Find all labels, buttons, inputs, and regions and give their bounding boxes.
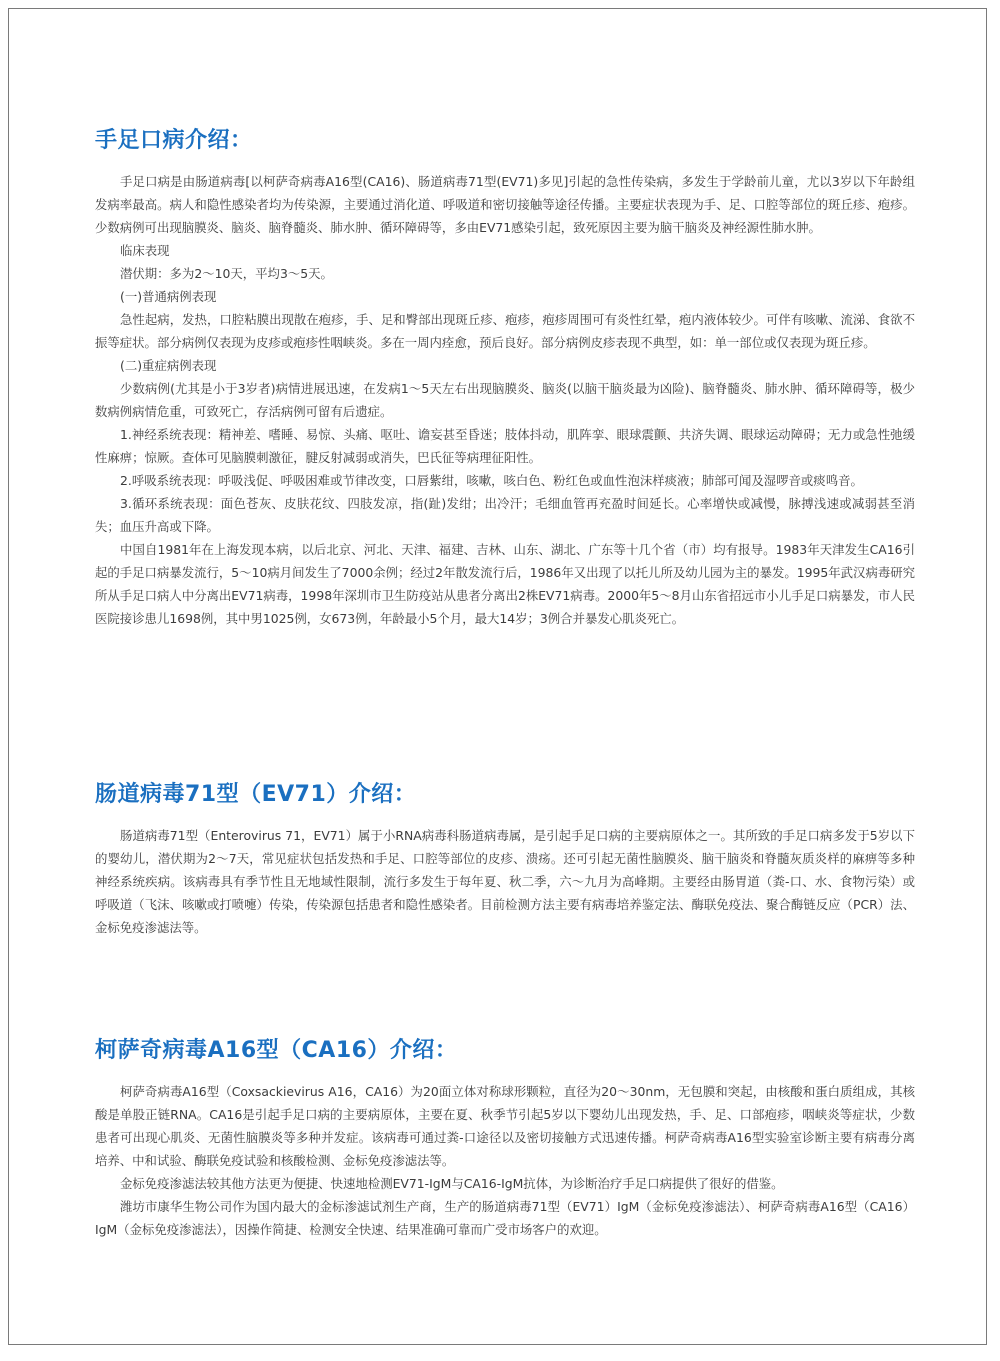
section-body xyxy=(95,170,915,630)
section-heading: 柯萨奇病毒A16型（CA16）介绍： xyxy=(95,1038,458,1063)
paragraph: (二)重症病例表现 xyxy=(120,358,217,373)
section-hfmd xyxy=(95,126,915,630)
paragraph: 肠道病毒71型（Enterovirus 71，EV71）属于小RNA病毒科肠道病毒属，是引起手足口病的主要病原体之一。其所致的手足口病多发于5岁以下的婴幼儿，潜伏期为2～7天，常见症状包括发热和手足、口腔等部位的皮疹、溃疡。还可引起无菌性脑膜炎、脑干脑炎和脊髓灰质炎样的麻痹等多种神经系统疾病。该病毒具有季节性且无地域性限制，流行多发生于每年夏、秋二季，六～九月为高峰期。主要经由肠胃道（粪-口、水、食物污染）或呼吸道（飞沫、咳嗽或打喷嚏）传染，传染源包括患者和隐性感染者。目前检测方法主要有病毒培养鉴定法、酶联免疫法、聚合酶链反应（PCR）法、金标免疫渗滤法等。 xyxy=(95,828,915,935)
paragraph: 潜伏期：多为2～10天，平均3～5天。 xyxy=(120,266,333,281)
section-ca16 xyxy=(95,1036,915,1241)
section-body xyxy=(95,1080,915,1241)
paragraph: (一)普通病例表现 xyxy=(120,289,217,304)
paragraph: 少数病例(尤其是小于3岁者)病情进展迅速，在发病1～5天左右出现脑膜炎、脑炎(以脑干脑炎最为凶险)、脑脊髓炎、肺水肿、循环障碍等，极少数病例病情危重，可致死亡，存活病例可留有后遗症。 xyxy=(95,381,915,419)
paragraph: 3.循环系统表现：面色苍灰、皮肤花纹、四肢发凉，指(趾)发绀；出冷汗；毛细血管再充盈时间延长。心率增快或减慢，脉搏浅速或减弱甚至消失；血压升高或下降。 xyxy=(95,496,915,534)
section-body xyxy=(95,824,915,939)
paragraph: 2.呼吸系统表现：呼吸浅促、呼吸困难或节律改变，口唇紫绀，咳嗽，咳白色、粉红色或血性泡沫样痰液；肺部可闻及湿啰音或痰鸣音。 xyxy=(120,473,863,488)
section-heading: 肠道病毒71型（EV71）介绍： xyxy=(95,782,417,807)
paragraph: 柯萨奇病毒A16型（Coxsackievirus A16，CA16）为20面立体对称球形颗粒，直径为20～30nm，无包膜和突起，由核酸和蛋白质组成，其核酸是单股正链RNA。CA16是引起手足口病的主要病原体，主要在夏、秋季节引起5岁以下婴幼儿出现发热，手、足、口部疱疹，咽峡炎等症状，少数患者可出现心肌炎、无菌性脑膜炎等多种并发症。该病毒可通过粪-口途径以及密切接触方式迅速传播。柯萨奇病毒A16型实验室诊断主要有病毒分离培养、中和试验、酶联免疫试验和核酸检测、金标免疫渗滤法等。 xyxy=(95,1084,915,1168)
paragraph: 中国自1981年在上海发现本病，以后北京、河北、天津、福建、吉林、山东、湖北、广东等十几个省（市）均有报导。1983年天津发生CA16引起的手足口病暴发流行，5～10病月间发生了7000余例；经过2年散发流行后，1986年又出现了以托儿所及幼儿园为主的暴发。1995年武汉病毒研究所从手足口病人中分离出EV71病毒，1998年深圳市卫生防疫站从患者分离出2株EV71病毒。2000年5～8月山东省招远市小儿手足口病暴发，市人民医院接诊患儿1698例，其中男1025例，女673例，年龄最小5个月，最大14岁；3例合并暴发心肌炎死亡。 xyxy=(95,542,916,626)
section-ev71 xyxy=(95,780,915,939)
paragraph: 1.神经系统表现：精神差、嗜睡、易惊、头痛、呕吐、谵妄甚至昏迷；肢体抖动，肌阵挛、眼球震颤、共济失调、眼球运动障碍；无力或急性弛缓性麻痹；惊厥。查体可见脑膜刺激征，腱反射减弱或消失，巴氏征等病理征阳性。 xyxy=(95,427,915,465)
paragraph: 金标免疫渗滤法较其他方法更为便捷、快速地检测EV71-IgM与CA16-IgM抗体，为诊断治疗手足口病提供了很好的借鉴。 xyxy=(120,1176,784,1191)
section-heading: 手足口病介绍： xyxy=(95,128,253,153)
paragraph: 手足口病是由肠道病毒[以柯萨奇病毒A16型(CA16)、肠道病毒71型(EV71)多见]引起的急性传染病，多发生于学龄前儿童，尤以3岁以下年龄组发病率最高。病人和隐性感染者均为传染源，主要通过消化道、呼吸道和密切接触等途径传播。主要症状表现为手、足、口腔等部位的斑丘疹、疱疹。少数病例可出现脑膜炎、脑炎、脑脊髓炎、肺水肿、循环障碍等，多由EV71感染引起，致死原因主要为脑干脑炎及神经源性肺水肿。 xyxy=(95,174,915,235)
paragraph: 临床表现 xyxy=(120,243,170,258)
paragraph: 急性起病，发热，口腔粘膜出现散在疱疹，手、足和臀部出现斑丘疹、疱疹，疱疹周围可有炎性红晕，疱内液体较少。可伴有咳嗽、流涕、食欲不振等症状。部分病例仅表现为皮疹或疱疹性咽峡炎。多在一周内痊愈，预后良好。部分病例皮疹表现不典型，如：单一部位或仅表现为斑丘疹。 xyxy=(95,312,915,350)
paragraph: 潍坊市康华生物公司作为国内最大的金标渗滤试剂生产商，生产的肠道病毒71型（EV71）IgM（金标免疫渗滤法）、柯萨奇病毒A16型（CA16）IgM（金标免疫渗滤法），因操作简捷、检测安全快速、结果准确可靠而广受市场客户的欢迎。 xyxy=(95,1199,915,1237)
